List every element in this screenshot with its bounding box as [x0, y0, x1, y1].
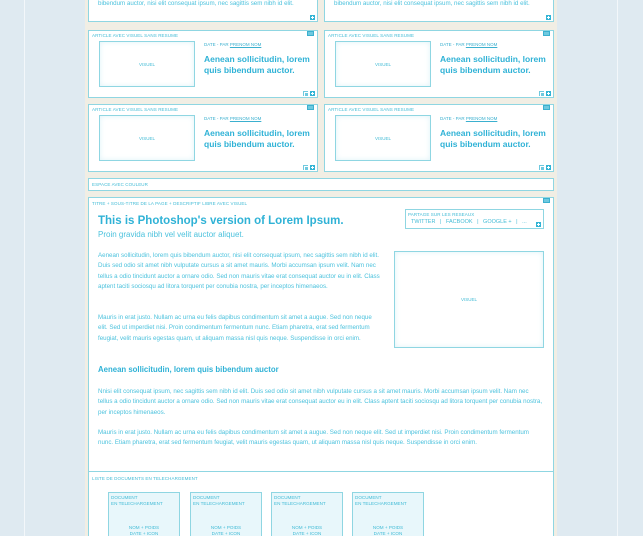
visual-label: VISUEL	[374, 61, 391, 67]
card-excerpt: bibendum auctor, nisi elit consequat ipsum, nec sagittis sem nibh id elit.	[98, 0, 294, 7]
paragraph-1: Aenean sollicitudin, lorem quis bibendum auctor, nisi elit consequat ipsum, nec sagittis sem nibh id elit. Duis sed odio sit amet nibh vulputate cursus a sit amet mauris. Morbi accumsan ipsum velit. Nam nec tellus a odio tincidunt auctor a ornare odio. Sed non mauris vitae erat consequat auctor eu in elit. Class aptent taciti sociosqu ad litora torquent per conubia nostra, per inceptos himenaeos.	[98, 252, 380, 290]
visual-label: VISUEL	[374, 135, 391, 141]
visual-label: VISUEL	[138, 135, 155, 141]
mail-icon[interactable]	[303, 165, 308, 170]
doc-info	[272, 525, 342, 536]
article-visual	[335, 41, 431, 87]
author-link[interactable]: PRENOM NOM	[229, 116, 262, 121]
comment-icon[interactable]	[307, 31, 314, 36]
doc-name-size: NOM + POIDS	[291, 525, 323, 530]
article-visual	[99, 115, 195, 161]
page-subtitle: Proin gravida nibh vel velit auctor aliquet.	[98, 230, 244, 239]
author-link[interactable]: PRENOM NOM	[465, 42, 498, 47]
article-card[interactable]	[324, 104, 554, 172]
article-title[interactable]: Aenean sollicitudin, lorem quis bibendum auctor.	[440, 128, 546, 149]
share-twitter[interactable]: TWITTER	[411, 219, 436, 225]
meta-date: DATE - PAR	[440, 42, 466, 47]
doc-name-size: NOM + POIDS	[210, 525, 242, 530]
doc-title	[355, 495, 407, 507]
paragraph-4: Mauris in erat justo. Nullam ac urna eu felis dapibus condimentum sit amet a augue. Sed non neque elit. Sed ut imperdiet nisi. Proin condimentum fermentum nunc. Etiam pharetra, erat sed fermentum feugiat, velit mauris egestas quam, ut aliquam massa nisl quis neque. Suspendisse in orci enim.	[98, 429, 529, 447]
doc-name-size: NOM + POIDS	[372, 525, 404, 530]
expand-plus-icon[interactable]	[536, 222, 541, 227]
author-link[interactable]: PRENOM NOM	[465, 116, 498, 121]
article-card[interactable]	[88, 30, 318, 98]
card-type-label: ARTICLE AVEC VISUEL SANS RESUME	[328, 33, 415, 38]
comment-icon[interactable]	[543, 31, 550, 36]
mail-icon[interactable]	[539, 91, 544, 96]
separator: |	[477, 219, 479, 225]
doc-title	[274, 495, 326, 507]
paragraph-3: Nnisi elit consequat ipsum, nec sagittis sem nibh id elit. Duis sed odio sit amet nibh vulputate cursus a sit amet mauris. Morbi accumsan ipsum velit. Nam nec tellus a odio tincidunt auctor a ornare odio. Sed non mauris vitae erat consequat auctor eu in elit. Class aptent taciti sociosqu ad litora torquent per conubia nostra, per inceptos himenaeos.	[98, 388, 543, 416]
card-type-label: ARTICLE AVEC VISUEL SANS RESUME	[92, 107, 179, 112]
card-type-label: ARTICLE AVEC VISUEL SANS RESUME	[328, 107, 415, 112]
color-space-bar	[88, 178, 554, 191]
doc-line2: EN TELECHARGEMENT	[111, 501, 163, 506]
paragraph-2: Mauris in erat justo. Nullam ac urna eu felis dapibus condimentum sit amet a augue. Sed non neque elit. Sed ut imperdiet nisi. Proin condimentum fermentum nunc. Etiam pharetra, erat sed fermentum feugiat, velit mauris egestas quam, ut aliquam massa nisl quis neque. Suspendisse in orci enim.	[98, 314, 372, 342]
article-title[interactable]: Aenean sollicitudin, lorem quis bibendum auctor.	[440, 54, 546, 75]
doc-name-size: NOM + POIDS	[128, 525, 160, 530]
article-meta	[440, 116, 497, 121]
grid-guide	[617, 0, 618, 536]
doc-info	[353, 525, 423, 536]
download-item[interactable]	[352, 492, 424, 536]
doc-line1: DOCUMENT	[111, 495, 138, 500]
expand-plus-icon[interactable]	[546, 15, 551, 20]
card-excerpt: bibendum auctor, nisi elit consequat ipsum, nec sagittis sem nibh id elit.	[334, 0, 530, 7]
page-title: This is Photoshop's version of Lorem Ipsum.	[98, 215, 344, 227]
main-content	[88, 197, 554, 472]
share-google[interactable]: GOOGLE +	[483, 219, 512, 225]
doc-title	[193, 495, 245, 507]
download-item[interactable]	[190, 492, 262, 536]
meta-date: DATE - PAR	[204, 116, 230, 121]
top-card-right	[324, 0, 554, 22]
doc-line1: DOCUMENT	[274, 495, 301, 500]
download-item[interactable]	[108, 492, 180, 536]
comment-icon[interactable]	[543, 105, 550, 110]
expand-plus-icon[interactable]	[546, 165, 551, 170]
grid-guide	[24, 0, 25, 536]
mail-icon[interactable]	[303, 91, 308, 96]
separator: |	[516, 219, 518, 225]
main-visual	[394, 251, 544, 348]
doc-line2: EN TELECHARGEMENT	[355, 501, 407, 506]
share-facebook[interactable]: FACBOOK	[445, 219, 473, 225]
doc-info	[109, 525, 179, 536]
doc-line2: EN TELECHARGEMENT	[274, 501, 326, 506]
article-title[interactable]: Aenean sollicitudin, lorem quis bibendum auctor.	[204, 128, 310, 149]
article-meta	[204, 116, 261, 121]
doc-date-icon: DATE + ICON	[292, 531, 322, 536]
article-title[interactable]: Aenean sollicitudin, lorem quis bibendum auctor.	[204, 54, 310, 75]
subheading: Aenean sollicitudin, lorem quis bibendum auctor	[98, 365, 279, 374]
expand-plus-icon[interactable]	[546, 91, 551, 96]
visual-label: VISUEL	[460, 297, 477, 302]
share-links	[411, 219, 527, 225]
doc-date-icon: DATE + ICON	[211, 531, 241, 536]
article-card[interactable]	[88, 104, 318, 172]
share-label: PARTAGE SUR LES RESEAUX	[408, 212, 475, 217]
share-more[interactable]: ...	[522, 219, 527, 225]
meta-date: DATE - PAR	[440, 116, 466, 121]
doc-title	[111, 495, 163, 507]
share-box	[405, 209, 544, 229]
article-visual	[99, 41, 195, 87]
doc-info	[191, 525, 261, 536]
author-link[interactable]: PRENOM NOM	[229, 42, 262, 47]
expand-plus-icon[interactable]	[310, 15, 315, 20]
card-type-label: ARTICLE AVEC VISUEL SANS RESUME	[92, 33, 179, 38]
download-item[interactable]	[271, 492, 343, 536]
expand-plus-icon[interactable]	[310, 165, 315, 170]
article-card[interactable]	[324, 30, 554, 98]
article-meta	[440, 42, 497, 47]
expand-plus-icon[interactable]	[310, 91, 315, 96]
doc-line1: DOCUMENT	[193, 495, 220, 500]
comment-icon[interactable]	[307, 105, 314, 110]
article-meta	[204, 42, 261, 47]
visual-label: VISUEL	[138, 61, 155, 67]
doc-line2: EN TELECHARGEMENT	[193, 501, 245, 506]
doc-date-icon: DATE + ICON	[129, 531, 159, 536]
section-label: TITRE + SOUS-TITRE DE LA PAGE + DESCRIPTIF LIBRE AVEC VISUEL	[92, 201, 248, 206]
separator: |	[439, 219, 442, 225]
downloads-section	[88, 471, 554, 536]
doc-date-icon: DATE + ICON	[373, 531, 403, 536]
color-space-label: ESPACE AVEC COULEUR	[92, 182, 148, 187]
doc-line1: DOCUMENT	[355, 495, 382, 500]
top-card-left	[88, 0, 318, 22]
meta-date: DATE - PAR	[204, 42, 230, 47]
mail-icon[interactable]	[539, 165, 544, 170]
comment-icon[interactable]	[543, 198, 550, 203]
article-visual	[335, 115, 431, 161]
downloads-label: LISTE DE DOCUMENTS EN TELECHARGEMENT	[92, 476, 198, 481]
